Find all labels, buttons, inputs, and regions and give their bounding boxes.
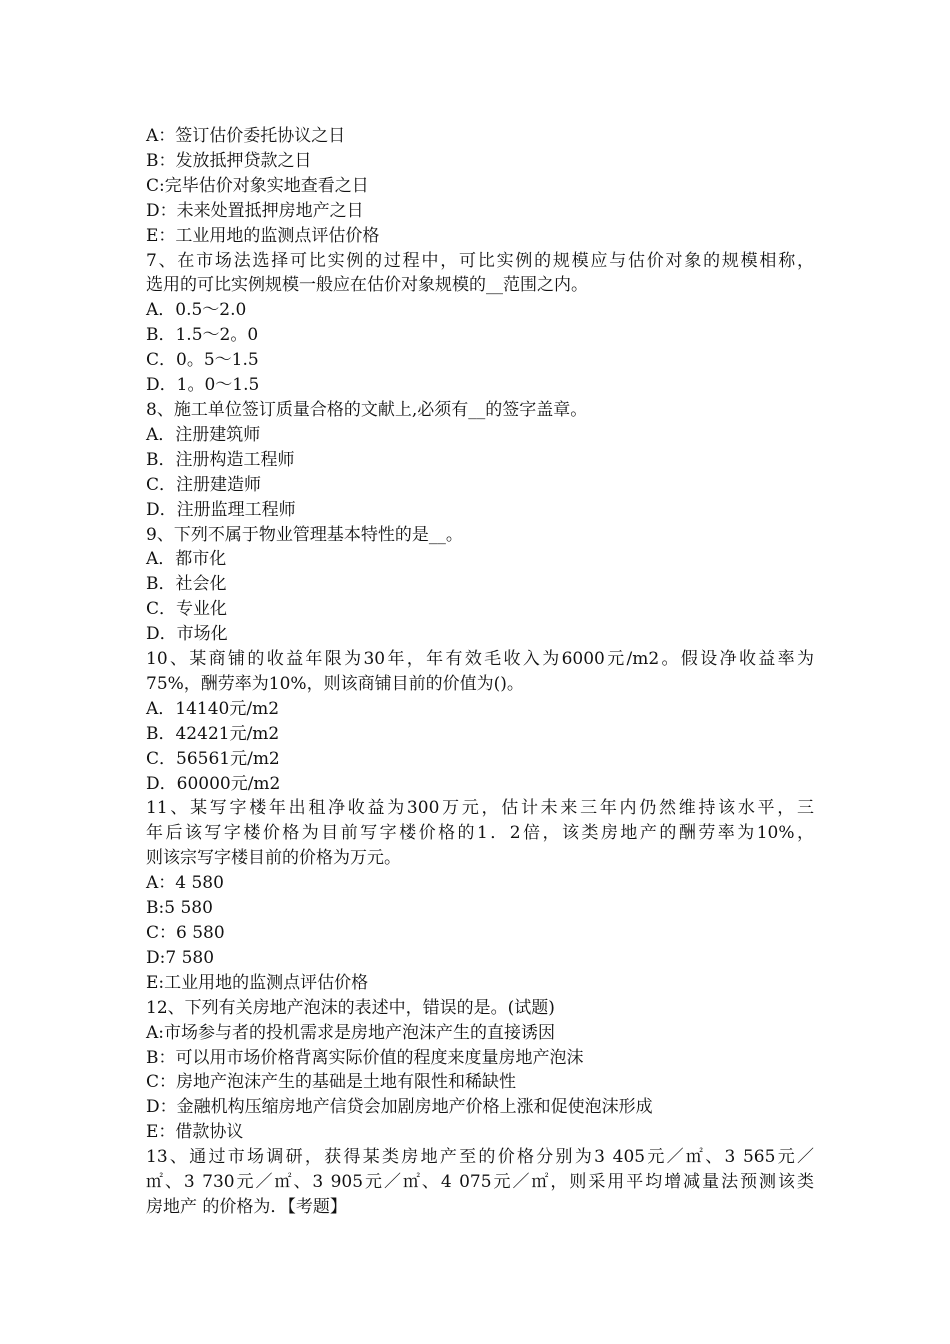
option-d-text: D：未来处置抵押房地产之日: [146, 200, 364, 221]
question-7-line-2: 选用的可比实例规模一般应在估价对象规模的__范围之内。: [146, 275, 588, 296]
q12-option-a: A:市场参与者的投机需求是房地产泡沫产生的直接诱因: [146, 1022, 556, 1043]
q12-option-b: B：可以用市场价格背离实际价值的程度来度量房地产泡沫: [146, 1047, 584, 1068]
q9-option-c: C．专业化: [146, 599, 228, 620]
question-13-line-2: ㎡、3 730元／㎡、3 905元／㎡、4 075元／㎡，则采用平均增减量法预测该类: [146, 1172, 814, 1193]
question-11-line-1: 11、某写字楼年出租净收益为300万元，估计未来三年内仍然维持该水平，三: [146, 798, 814, 819]
question-13-line-3: 房地产 的价格为．【考题】: [146, 1196, 347, 1217]
q9-option-a: A．都市化: [146, 549, 227, 570]
q10-option-d: D．60000元/m2: [146, 773, 281, 794]
question-12: 12、下列有关房地产泡沫的表述中，错误的是。(试题): [146, 997, 555, 1018]
q7-option-a: A．0.5～2.0: [146, 300, 247, 321]
question-9: 9、下列不属于物业管理基本特性的是__。: [146, 524, 463, 545]
question-7-line-1: 7、在市场法选择可比实例的过程中，可比实例的规模应与估价对象的规模相称，: [146, 250, 814, 271]
q11-option-d: D:7 580: [146, 947, 215, 968]
q7-option-d: D．1。0～1.5: [146, 375, 260, 396]
q8-option-b: B．注册构造工程师: [146, 449, 295, 470]
q11-option-c: C：6 580: [146, 923, 225, 943]
q11-option-a: A：4 580: [146, 873, 224, 894]
question-13-line-1: 13、通过市场调研，获得某类房地产至的价格分别为3 405元／㎡、3 565元／: [146, 1147, 814, 1168]
question-11-line-3: 则该宗写字楼目前的价格为万元。: [146, 848, 401, 869]
q8-option-d: D．注册监理工程师: [146, 499, 296, 520]
q9-option-b: B．社会化: [146, 574, 227, 595]
q12-option-d: D：金融机构压缩房地产信贷会加剧房地产价格上涨和促使泡沫形成: [146, 1097, 653, 1118]
option-b-text: B：发放抵押贷款之日: [146, 150, 312, 171]
question-8: 8、施工单位签订质量合格的文献上,必须有__的签字盖章。: [146, 399, 588, 420]
question-10-line-1: 10、某商铺的收益年限为30年，年有效毛收入为6000元/m2。假设净收益率为: [146, 649, 814, 670]
q12-option-c: C：房地产泡沫产生的基础是土地有限性和稀缺性: [146, 1072, 517, 1093]
q10-option-b: B．42421元/m2: [146, 723, 280, 744]
q7-option-b: B．1.5～2。0: [146, 325, 259, 346]
option-c-text: C:完毕估价对象实地查看之日: [146, 175, 369, 196]
q8-option-c: C．注册建造师: [146, 474, 262, 495]
q10-option-c: C．56561元/m2: [146, 748, 280, 769]
document-body: [146, 124, 814, 1220]
question-10-line-2: 75%，酬劳率为10%，则该商铺目前的价值为()。: [146, 673, 524, 694]
q11-option-b: B:5 580: [146, 898, 213, 919]
q12-option-e: E：借款协议: [146, 1122, 244, 1143]
q8-option-a: A．注册建筑师: [146, 424, 261, 445]
q7-option-c: C．0。5～1.5: [146, 350, 259, 371]
q11-option-e: E:工业用地的监测点评估价格: [146, 972, 369, 993]
option-e-text: E：工业用地的监测点评估价格: [146, 225, 380, 246]
q9-option-d: D．市场化: [146, 624, 228, 645]
question-11-line-2: 年后该写字楼价格为目前写字楼价格的1．2倍，该类房地产的酬劳率为10%，: [146, 823, 814, 844]
option-a-text: A：签订估价委托协议之日: [146, 126, 346, 146]
q10-option-a: A．14140元/m2: [146, 698, 280, 719]
